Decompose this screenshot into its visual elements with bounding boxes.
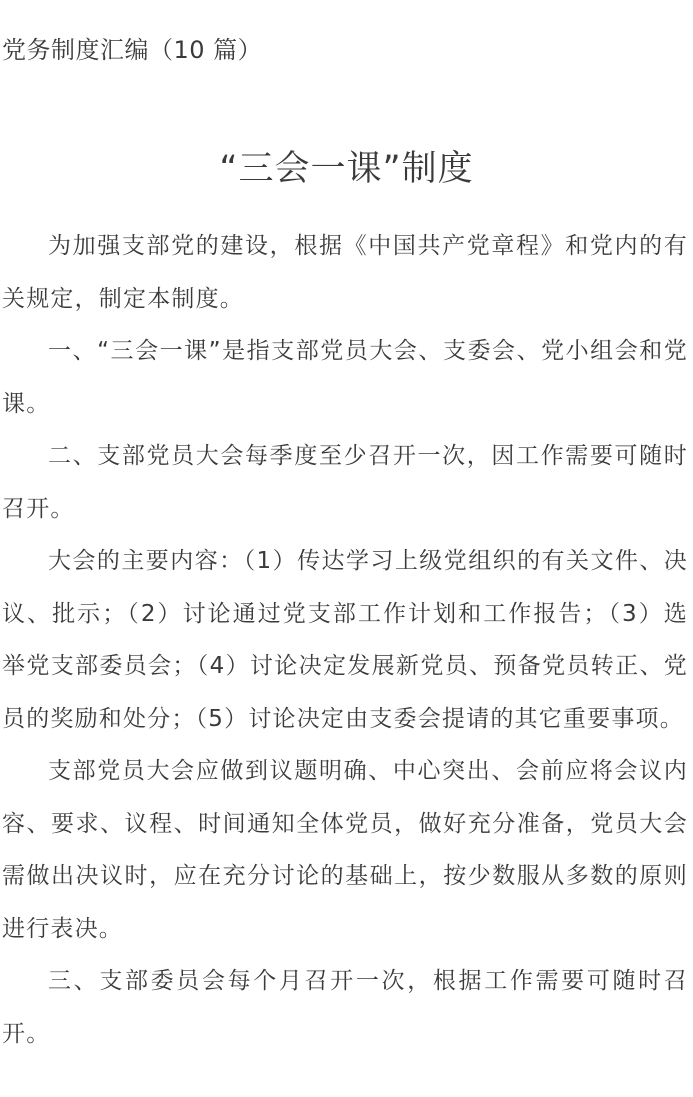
paragraph-article-2: 二、支部党员大会每季度至少召开一次，因工作需要可随时召开。 bbox=[2, 443, 688, 522]
paragraph-article-1: 一、“三会一课”是指支部党员大会、支委会、党小组会和党课。 bbox=[2, 338, 688, 417]
paragraph-article-3: 三、支部委员会每个月召开一次，根据工作需要可随时召开。 bbox=[2, 968, 688, 1047]
document-body bbox=[2, 220, 688, 1060]
document-title: 党务制度汇编（10 篇） bbox=[2, 36, 263, 64]
paragraph-intro: 为加强支部党的建设，根据《中国共产党章程》和党内的有关规定，制定本制度。 bbox=[2, 233, 688, 312]
paragraph-meeting-requirements: 支部党员大会应做到议题明确、中心突出、会前应将会议内容、要求、议程、时间通知全体党员，做好充分准备，党员大会需做出决议时，应在充分讨论的基础上，按少数服从多数的原则进行表决。 bbox=[2, 758, 688, 942]
paragraph-meeting-content: 大会的主要内容：（1）传达学习上级党组织的有关文件、决议、批示；（2）讨论通过党支部工作计划和工作报告；（3）选举党支部委员会；（4）讨论决定发展新党员、预备党员转正、党员的奖励和处分；（5）讨论决定由支委会提请的其它重要事项。 bbox=[2, 548, 688, 732]
section-heading: “三会一课”制度 bbox=[219, 149, 474, 189]
